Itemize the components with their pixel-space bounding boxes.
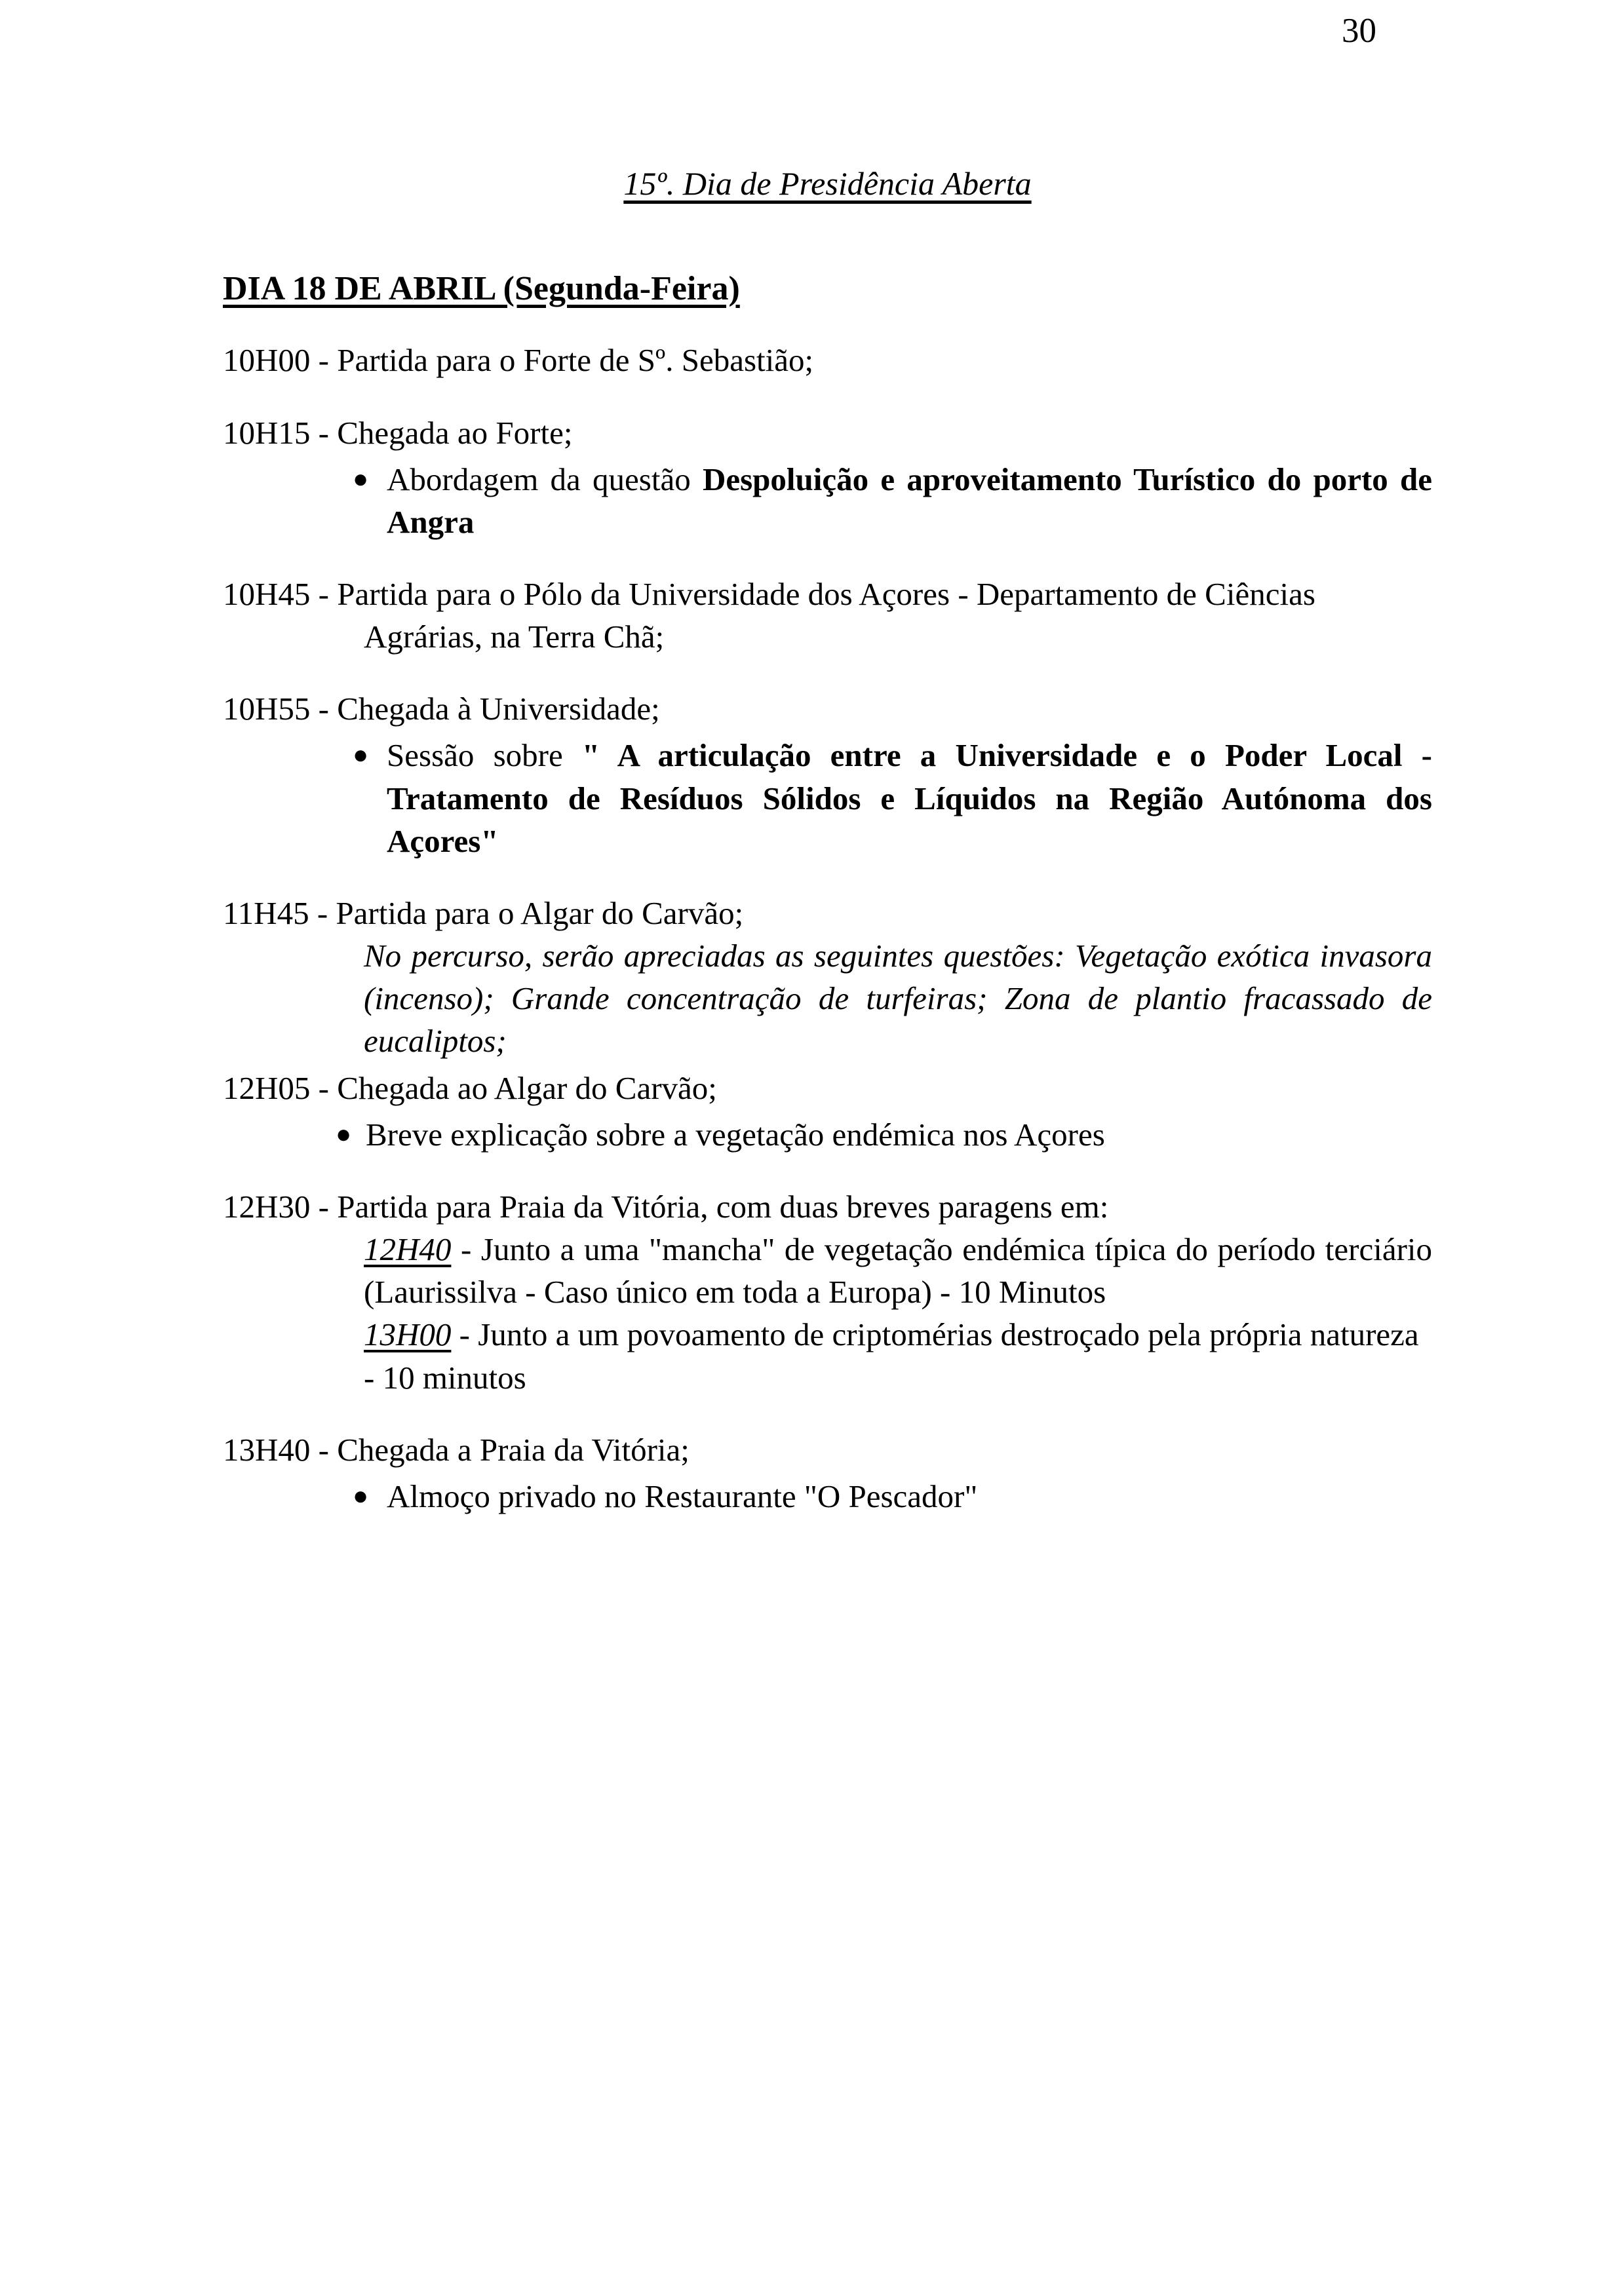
- sub-stop-text: Junto a uma "mancha" de vegetação endémica típica do período terciário (Laurissilva - Caso único em toda a Europa) - 10 Minutos: [364, 1231, 1433, 1311]
- bullet-text: [366, 1113, 1432, 1156]
- bullet-icon: ●: [353, 463, 369, 493]
- day-heading-row: [223, 203, 1432, 309]
- schedule-entry-line: [223, 573, 1432, 658]
- bullet-text-bold: " A articulação entre a Universidade e o Poder Local - Tratamento de Resíduos Sólidos e Líquidos na Região Autónoma dos Açores": [387, 737, 1432, 859]
- sub-stop: [223, 1313, 1432, 1398]
- document-title-text: 15º. Dia de Presidência Aberta: [623, 165, 1032, 202]
- schedule-entry-line: [223, 411, 1432, 454]
- entry-time: 10H55: [223, 691, 311, 727]
- document-title: [223, 164, 1432, 203]
- bullet-text: [387, 734, 1432, 862]
- sub-stop-dash: -: [459, 1316, 470, 1353]
- entry-dash: -: [318, 1188, 329, 1225]
- sub-stop: [223, 1228, 1432, 1313]
- entry-text: Chegada a Praia da Vitória;: [337, 1431, 690, 1468]
- entry-text: Chegada ao Forte;: [337, 414, 573, 451]
- schedule-entry-line: [223, 339, 1432, 381]
- schedule-entry: [223, 1428, 1432, 1518]
- entry-text: Partida para o Algar do Carvão;: [336, 894, 744, 931]
- schedule-entry-line: [223, 687, 1432, 730]
- day-heading: DIA 18 DE ABRIL (Segunda-Feira): [223, 270, 740, 307]
- bullet-icon: ●: [353, 740, 369, 770]
- entry-text: Chegada à Universidade;: [337, 691, 660, 727]
- bullet-icon: ●: [353, 1480, 369, 1510]
- document-body: [223, 164, 1432, 1518]
- bullet-text-plain: Breve explicação sobre a vegetação endémica nos Açores: [366, 1116, 1105, 1153]
- entry-dash: -: [318, 342, 329, 379]
- bullet-item: [223, 458, 1432, 543]
- entry-time: 11H45: [223, 894, 309, 931]
- schedule-entry-line: [223, 1428, 1432, 1471]
- entry-text: Partida para Praia da Vitória, com duas breves paragens em:: [337, 1188, 1109, 1225]
- bullet-text: [387, 1475, 1432, 1518]
- entry-time: 10H45: [223, 576, 311, 613]
- schedule-entry: [223, 892, 1432, 1063]
- schedule-entry-line: [223, 892, 1432, 934]
- bullet-text-plain: Abordagem da questão: [387, 461, 703, 497]
- sub-stop-text: Junto a um povoamento de criptomérias destroçado pela própria natureza - 10 minutos: [364, 1316, 1419, 1396]
- bullet-item: [223, 1113, 1432, 1156]
- schedule-entry: [223, 1185, 1432, 1399]
- entry-text: Chegada ao Algar do Carvão;: [337, 1069, 717, 1106]
- entry-dash: -: [318, 691, 329, 727]
- entry-dash: -: [318, 576, 329, 613]
- schedule-entry: [223, 411, 1432, 543]
- sub-stop-time: 12H40: [364, 1231, 452, 1268]
- entry-text: Partida para o Pólo da Universidade dos Açores - Departamento de Ciências Agrárias, na Terra Chã;: [337, 576, 1315, 655]
- bullet-text-bold: Despoluição e aproveitamento Turístico do porto de Angra: [387, 461, 1432, 540]
- entry-dash: -: [318, 1069, 329, 1106]
- bullet-text-plain: Almoço privado no Restaurante "O Pescador": [387, 1478, 978, 1514]
- schedule-entry-line: [223, 1067, 1432, 1109]
- bullet-text: [387, 458, 1432, 543]
- schedule-entry: [223, 1067, 1432, 1156]
- sub-stop-dash: -: [460, 1231, 472, 1268]
- entry-time: 13H40: [223, 1431, 311, 1468]
- bullet-text-plain: Sessão sobre: [387, 737, 582, 774]
- bullet-item: [223, 734, 1432, 862]
- page-number: 30: [1342, 12, 1376, 50]
- bullet-item: [223, 1475, 1432, 1518]
- entry-time: 10H00: [223, 342, 311, 379]
- sub-stop-time: 13H00: [364, 1316, 452, 1353]
- schedule-entry-line: [223, 1185, 1432, 1228]
- bullet-icon: ●: [336, 1119, 352, 1149]
- entry-italic-note: No percurso, serão apreciadas as seguintes questões: Vegetação exótica invasora (incenso); Grande concentração de turfeiras; Zona de plantio fracassado de eucaliptos;: [364, 938, 1432, 1060]
- entry-time: 12H05: [223, 1069, 311, 1106]
- entry-dash: -: [318, 414, 329, 451]
- schedule-entry: [223, 339, 1432, 381]
- entry-dash: -: [318, 1431, 329, 1468]
- entry-time: 10H15: [223, 414, 311, 451]
- schedule-entry: [223, 687, 1432, 862]
- entry-dash: -: [317, 894, 328, 931]
- entry-time: 12H30: [223, 1188, 311, 1225]
- schedule-entry: [223, 573, 1432, 658]
- entry-text: Partida para o Forte de Sº. Sebastião;: [337, 342, 814, 379]
